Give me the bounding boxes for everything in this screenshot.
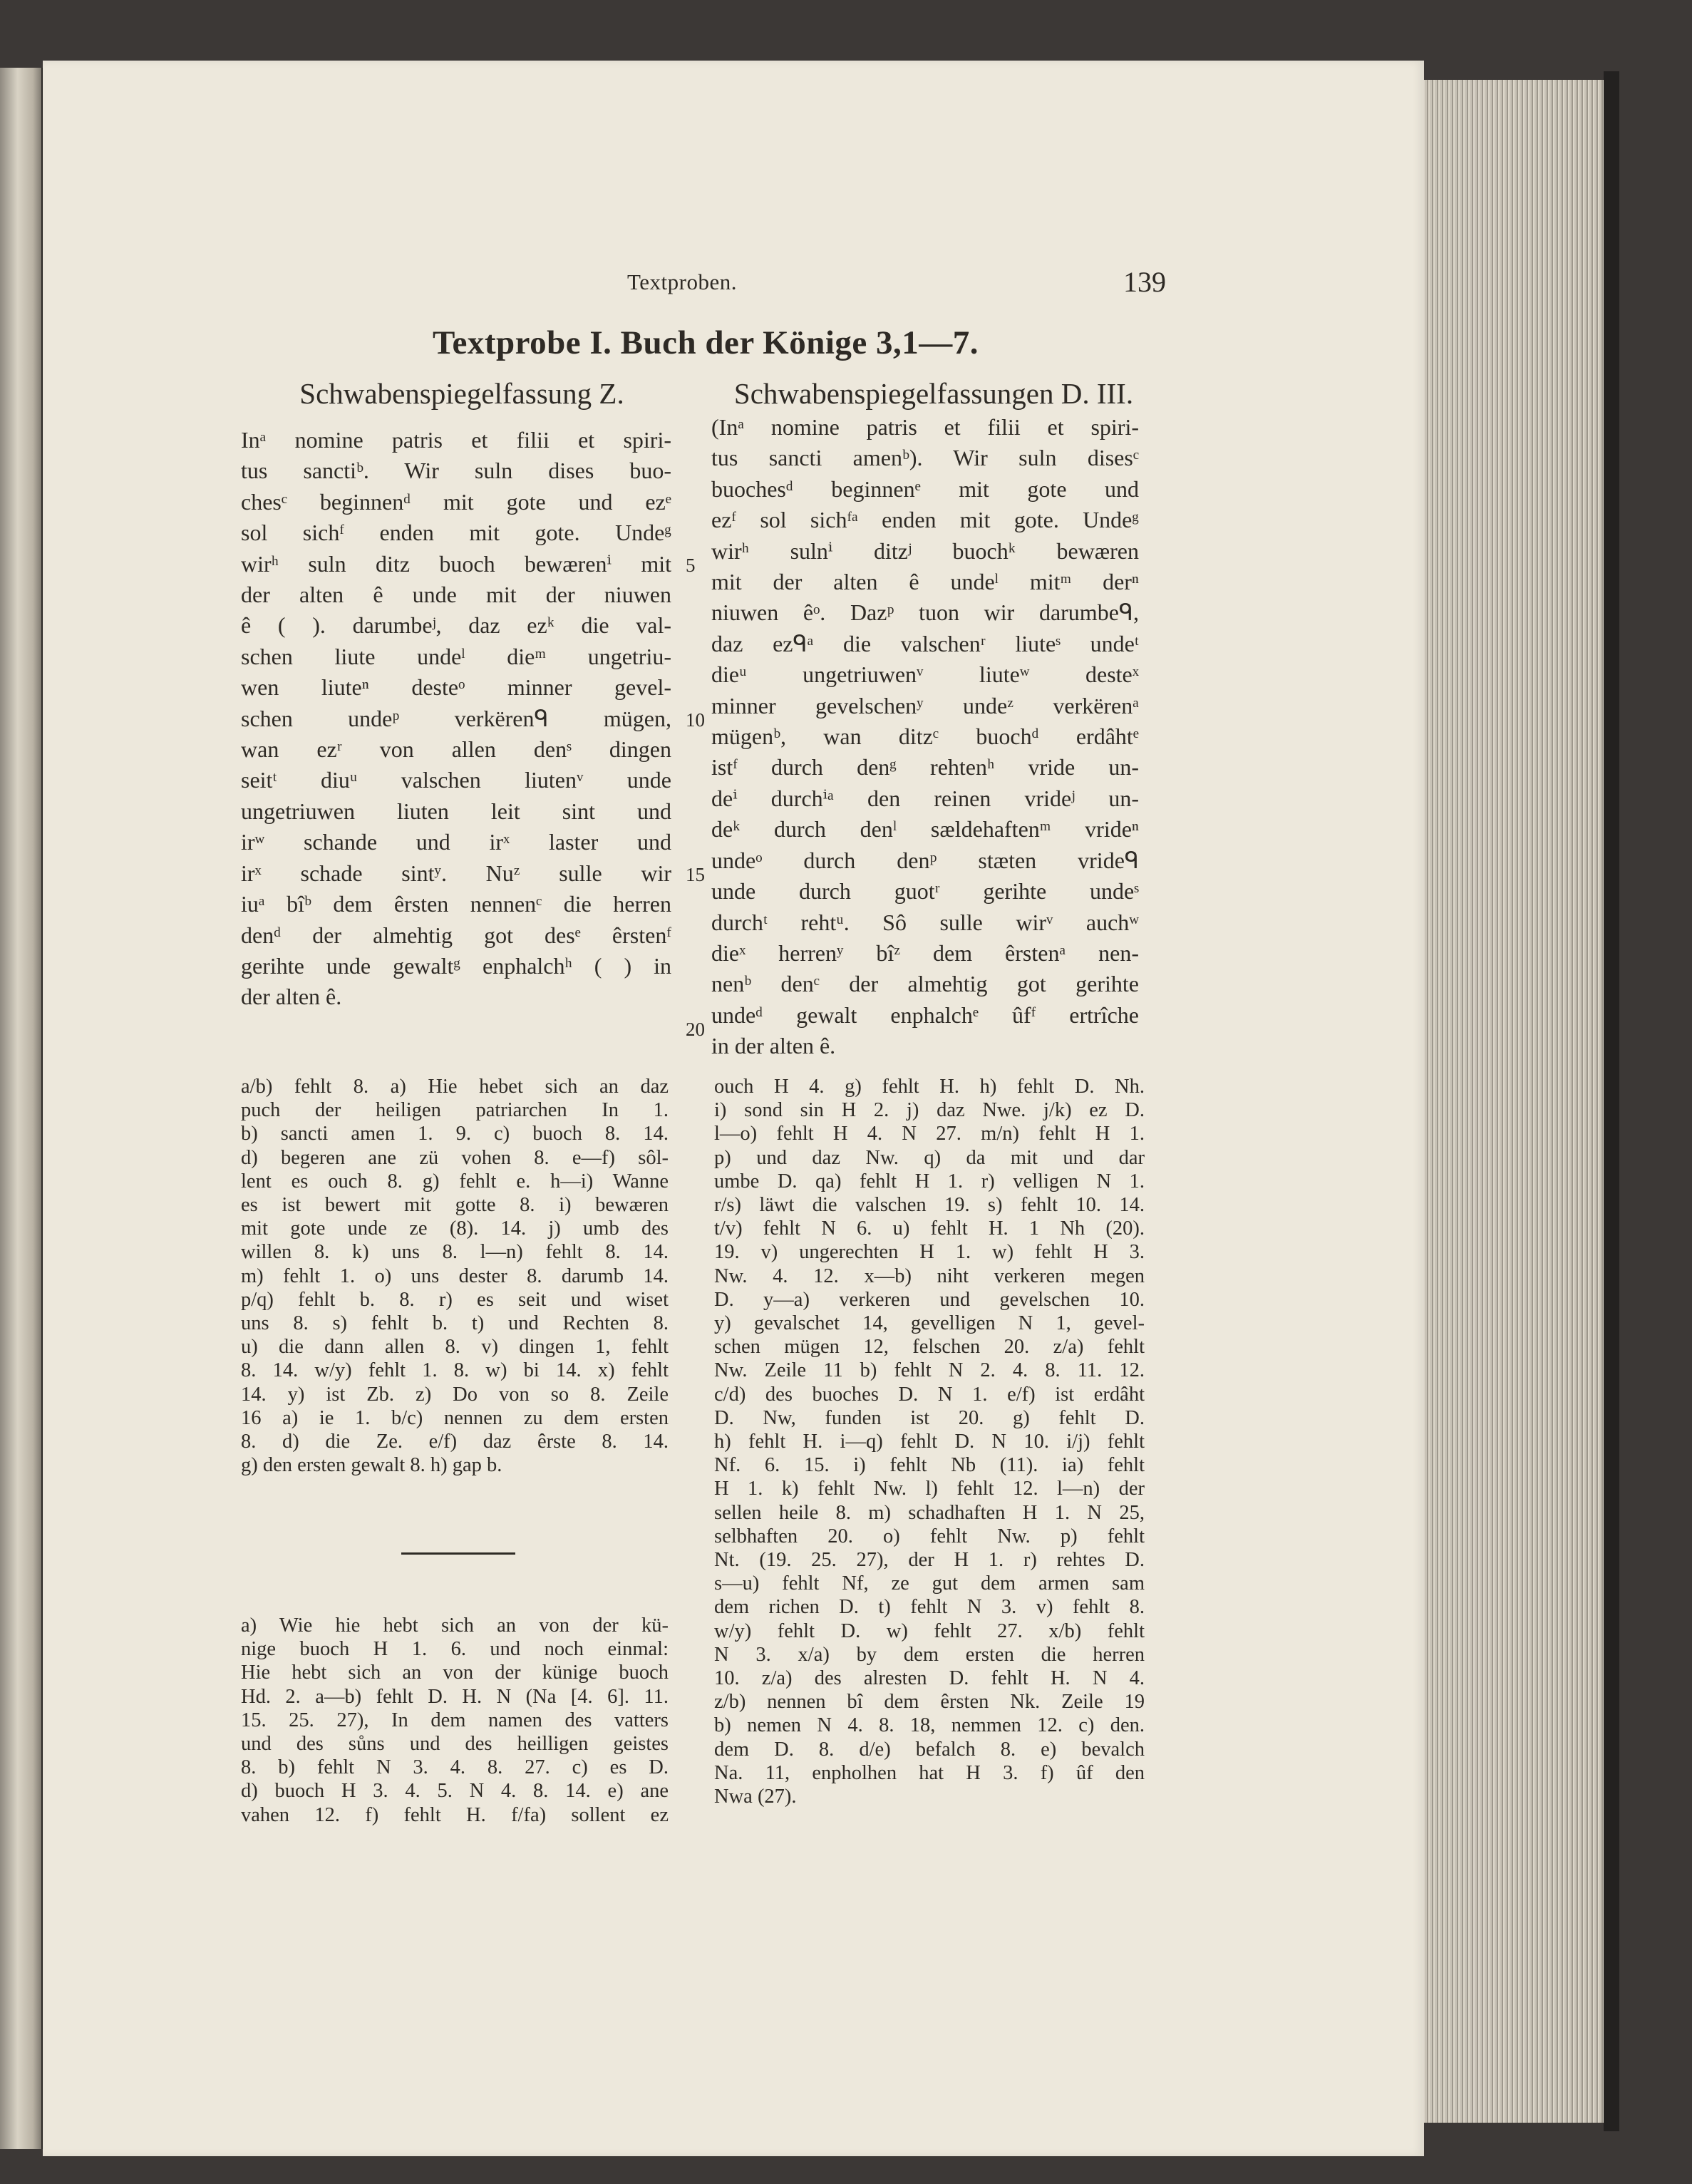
text-line: gerihte unde gewaltᵍ enphalchʰ ( ) in bbox=[241, 952, 671, 979]
footnote-line: l—o) fehlt H 4. N 27. m/n) fehlt H 1. bbox=[714, 1123, 1145, 1145]
text-line: istᶠ durch denᵍ rehtenʰ vride un- bbox=[711, 754, 1139, 781]
footnote-line: 16 a) ie 1. b/c) nennen zu dem ersten bbox=[241, 1406, 669, 1429]
footnote-line: selbhaften 20. o) fehlt Nw. p) fehlt bbox=[714, 1525, 1145, 1547]
section-title: Textprobe I. Buch der Könige 3,1—7. bbox=[432, 324, 979, 361]
footnote-line: d) buoch H 3. 4. 5. N 4. 8. 14. e) ane bbox=[241, 1780, 669, 1803]
text-line: irʷ schande und irˣ laster und bbox=[241, 829, 671, 855]
text-line: deⁱ durchⁱᵃ den reinen vrideʲ un- bbox=[711, 785, 1139, 811]
text-line: der alten ê. bbox=[241, 984, 342, 1010]
footnote-line: Nt. (19. 25. 27), der H 1. r) rehtes D. bbox=[714, 1549, 1145, 1572]
left-text-column bbox=[241, 425, 671, 1013]
footnote-line: a/b) fehlt 8. a) Hie hebet sich an daz bbox=[241, 1076, 669, 1098]
text-line: iuᵃ bîᵇ dem êrsten nennenᶜ die herren bbox=[241, 891, 671, 917]
footnote-line: 14. y) ist Zb. z) Do von so 8. Zeile bbox=[241, 1383, 669, 1406]
footnote-line: d) begeren ane zü vohen 8. e—f) sôl- bbox=[241, 1146, 669, 1169]
text-line: tus sanctiᵇ. Wir suln dises buo- bbox=[241, 458, 671, 484]
text-line: dieˣ herrenʸ bîᶻ dem êrstenᵃ nen- bbox=[711, 939, 1139, 966]
text-line: mügenᵇ, wan ditzᶜ buochᵈ erdâhtᵉ bbox=[711, 723, 1139, 750]
footnote-line: Nwa (27). bbox=[714, 1786, 797, 1808]
footnote-line: D. y—a) verkeren und gevelschen 10. bbox=[714, 1288, 1145, 1311]
page-edges bbox=[1420, 80, 1606, 2123]
footnote-line: t/v) fehlt N 6. u) fehlt H. 1 Nh (20). bbox=[714, 1217, 1145, 1240]
footnote-line: a) Wie hie hebt sich an von der kü- bbox=[241, 1614, 669, 1637]
footnote-line: c/d) des buoches D. N 1. e/f) ist erdâht bbox=[714, 1383, 1145, 1406]
text-line: undeᵒ durch denᵖ stæten vrideᑫ bbox=[711, 847, 1139, 873]
footnote-line: u) die dann allen 8. v) dingen 1, fehlt bbox=[241, 1336, 669, 1359]
separator-rule bbox=[401, 1552, 515, 1555]
line-number: 15 bbox=[686, 864, 705, 885]
text-line: (Inᵃ nomine patris et filii et spiri- bbox=[711, 414, 1139, 440]
text-line: denᵈ der almehtig got desᵉ êrstenᶠ bbox=[241, 922, 671, 948]
line-number: 20 bbox=[686, 1019, 705, 1040]
footnote-line: dem richen D. t) fehlt N 3. v) fehlt 8. bbox=[714, 1596, 1145, 1619]
text-line: chesᶜ beginnenᵈ mit gote und ezᵉ bbox=[241, 488, 671, 515]
footnotes-left-lower bbox=[241, 1614, 669, 1827]
footnote-line: nige buoch H 1. 6. und noch einmal: bbox=[241, 1638, 669, 1661]
text-line: schen liute undeˡ dieᵐ ungetriu- bbox=[241, 643, 671, 669]
text-line: der alten ê unde mit der niuwen bbox=[241, 582, 671, 608]
text-line: durchᵗ rehtᵘ. Sô sulle wirᵛ auchʷ bbox=[711, 909, 1139, 935]
text-line: mit der alten ê undeˡ mitᵐ derⁿ bbox=[711, 569, 1139, 595]
footnote-line: Hie hebt sich an von der künige buoch bbox=[241, 1662, 669, 1684]
footnote-line: y) gevalschet 14, gevelligen N 1, gevel- bbox=[714, 1312, 1145, 1335]
footnote-line: und des sůns und des heilligen geistes bbox=[241, 1733, 669, 1756]
page-number: 139 bbox=[1123, 266, 1166, 298]
text-line: deᵏ durch denˡ sældehaftenᵐ vrideⁿ bbox=[711, 816, 1139, 843]
footnote-line: mit gote unde ze (8). 14. j) umb des bbox=[241, 1217, 669, 1240]
text-line: dieᵘ ungetriuwenᵛ liuteʷ desteˣ bbox=[711, 661, 1139, 688]
right-text-column bbox=[711, 412, 1139, 1062]
text-line: daz ezᑫᵃ die valschenʳ liuteˢ undeᵗ bbox=[711, 630, 1139, 656]
book-cover-edge bbox=[1604, 71, 1619, 2131]
footnote-line: uns 8. s) fehlt b. t) und Rechten 8. bbox=[241, 1312, 669, 1335]
text-line: wirʰ suln ditz buoch bewærenⁱ mit bbox=[241, 550, 671, 577]
footnote-line: w/y) fehlt D. w) fehlt 27. x/b) fehlt bbox=[714, 1619, 1145, 1642]
text-line: ezᶠ sol sichᶠᵃ enden mit gote. Undeᵍ bbox=[711, 507, 1139, 533]
footnote-line: puch der heiligen patriarchen In 1. bbox=[241, 1099, 669, 1122]
line-number: 5 bbox=[686, 555, 696, 576]
footnote-line: 8. d) die Ze. e/f) daz êrste 8. 14. bbox=[241, 1431, 669, 1453]
text-line: in der alten ê. bbox=[711, 1033, 836, 1059]
subtitle-right: Schwabenspiegelfassungen D. III. bbox=[733, 377, 1134, 410]
footnote-line: schen mügen 12, felschen 20. z/a) fehlt bbox=[714, 1336, 1145, 1359]
footnote-line: 10. z/a) des alresten D. fehlt H. N 4. bbox=[714, 1667, 1145, 1690]
footnote-line: s—u) fehlt Nf, ze gut dem armen sam bbox=[714, 1572, 1145, 1595]
text-line: minner gevelschenʸ undeᶻ verkërenᵃ bbox=[711, 692, 1139, 718]
footnote-line: 15. 25. 27), In dem namen des vatters bbox=[241, 1709, 669, 1731]
footnote-line: Hd. 2. a—b) fehlt D. H. N (Na [4. 6]. 11. bbox=[241, 1685, 669, 1708]
footnote-line: willen 8. k) uns 8. l—n) fehlt 8. 14. bbox=[241, 1241, 669, 1264]
text-line: buochesᵈ beginnenᵉ mit gote und bbox=[711, 475, 1139, 502]
footnote-line: Nw. 4. 12. x—b) niht verkeren megen bbox=[714, 1264, 1145, 1287]
text-line: tus sancti amenᵇ). Wir suln disesᶜ bbox=[711, 445, 1139, 471]
footnote-line: Na. 11, enpholhen hat H 3. f) ûf den bbox=[714, 1761, 1145, 1784]
text-line: wan ezʳ von allen denˢ dingen bbox=[241, 736, 671, 763]
text-line: niuwen êᵒ. Dazᵖ tuon wir darumbeᑫ, bbox=[711, 599, 1139, 626]
running-title: Textproben. bbox=[627, 269, 737, 294]
footnote-line: p) und daz Nw. q) da mit und dar bbox=[714, 1146, 1145, 1169]
footnote-line: H 1. k) fehlt Nw. l) fehlt 12. l—n) der bbox=[714, 1478, 1145, 1500]
footnotes-right bbox=[714, 1075, 1145, 1808]
footnote-line: D. Nw, funden ist 20. g) fehlt D. bbox=[714, 1406, 1145, 1429]
text-line: ungetriuwen liuten leit sint und bbox=[241, 798, 671, 824]
footnote-line: 8. 14. w/y) fehlt 1. 8. w) bi 14. x) fehlt bbox=[241, 1359, 669, 1382]
footnote-line: sellen heile 8. m) schadhaften H 1. N 25, bbox=[714, 1501, 1145, 1524]
footnote-line: lent es ouch 8. g) fehlt e. h—i) Wanne bbox=[241, 1170, 669, 1193]
footnote-line: 19. v) ungerechten H 1. w) fehlt H 3. bbox=[714, 1241, 1145, 1264]
footnote-line: r/s) läwt die valschen 19. s) fehlt 10. 14. bbox=[714, 1194, 1145, 1217]
footnote-line: umbe D. qa) fehlt H 1. r) velligen N 1. bbox=[714, 1170, 1145, 1193]
footnote-line: Nw. Zeile 11 b) fehlt N 2. 4. 8. 11. 12. bbox=[714, 1359, 1145, 1382]
subtitle-left: Schwabenspiegelfassung Z. bbox=[299, 377, 624, 410]
footnote-line: i) sond sin H 2. j) daz Nwe. j/k) ez D. bbox=[714, 1099, 1145, 1122]
footnote-line: Nf. 6. 15. i) fehlt Nb (11). ia) fehlt bbox=[714, 1454, 1145, 1477]
text-line: wen liuteⁿ desteᵒ minner gevel- bbox=[241, 674, 671, 701]
book-binding bbox=[0, 68, 44, 2149]
footnote-line: 8. b) fehlt N 3. 4. 8. 27. c) es D. bbox=[241, 1756, 669, 1779]
footnote-line: p/q) fehlt b. 8. r) es seit und wiset bbox=[241, 1288, 669, 1311]
line-number: 10 bbox=[686, 709, 705, 731]
text-line: wirʰ sulnⁱ ditzʲ buochᵏ bewæren bbox=[711, 537, 1139, 564]
text-line: undeᵈ gewalt enphalchᵉ ûfᶠ ertrîche bbox=[711, 1001, 1139, 1028]
text-line: seitᵗ diuᵘ valschen liutenᵛ unde bbox=[241, 767, 671, 793]
footnote-line: N 3. x/a) by dem ersten die herren bbox=[714, 1643, 1145, 1666]
footnote-line: vahen 12. f) fehlt H. f/fa) sollent ez bbox=[241, 1803, 669, 1826]
text-line: irˣ schade sintʸ. Nuᶻ sulle wir bbox=[241, 860, 671, 886]
footnote-line: z/b) nennen bî dem êrsten Nk. Zeile 19 bbox=[714, 1691, 1145, 1714]
footnote-line: es ist bewert mit gotte 8. i) bewæren bbox=[241, 1194, 669, 1217]
footnote-line: b) nemen N 4. 8. 18, nemmen 12. c) den. bbox=[714, 1714, 1145, 1737]
footnotes-left-upper bbox=[241, 1075, 669, 1477]
text-line: ê ( ). darumbeʲ, daz ezᵏ die val- bbox=[241, 612, 671, 639]
footnote-line: m) fehlt 1. o) uns dester 8. darumb 14. bbox=[241, 1264, 669, 1287]
footnote-line: ouch H 4. g) fehlt H. h) fehlt D. Nh. bbox=[714, 1076, 1145, 1098]
text-line: Inᵃ nomine patris et filii et spiri- bbox=[241, 427, 671, 453]
footnote-line: dem D. 8. d/e) befalch 8. e) bevalch bbox=[714, 1738, 1145, 1761]
footnote-line: g) den ersten gewalt 8. h) gap b. bbox=[241, 1454, 502, 1477]
text-line: unde durch guotʳ gerihte undeˢ bbox=[711, 878, 1139, 905]
footnote-line: h) fehlt H. i—q) fehlt D. N 10. i/j) fehlt bbox=[714, 1431, 1145, 1453]
text-line: nenᵇ denᶜ der almehtig got gerihte bbox=[711, 971, 1139, 997]
text-line: schen undeᵖ verkërenᑫ mügen, bbox=[241, 705, 671, 731]
footnote-line: b) sancti amen 1. 9. c) buoch 8. 14. bbox=[241, 1123, 669, 1145]
text-line: sol sichᶠ enden mit gote. Undeᵍ bbox=[241, 520, 671, 546]
